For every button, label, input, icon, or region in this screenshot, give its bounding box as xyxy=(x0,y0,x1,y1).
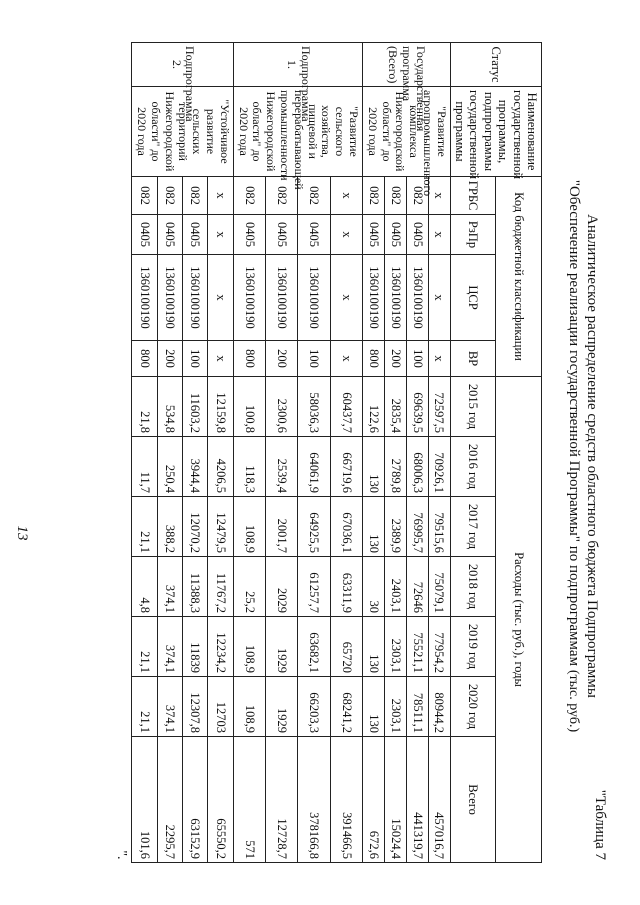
cell-y2017: 76995,7 xyxy=(406,497,428,557)
cell-csr: х xyxy=(330,255,362,341)
cell-y2018: 2403,1 xyxy=(384,557,406,617)
cell-vr: 100 xyxy=(298,341,330,377)
cell-y2020: 2303,1 xyxy=(384,677,406,737)
cell-y2020: 78511,1 xyxy=(406,677,428,737)
cell-csr: 1360100190 xyxy=(298,255,330,341)
header-vr: ВР xyxy=(450,341,496,377)
cell-y2018: 25,2 xyxy=(233,557,265,617)
header-2017: 2017 год xyxy=(450,497,496,557)
cell-y2015: 534,8 xyxy=(157,377,182,437)
cell-y2019: 65720 xyxy=(330,617,362,677)
program-status: Подпрограмма 2. xyxy=(132,43,234,87)
document-title-line1: Аналитическое распределение средств областного бюджета Подпрограммы xyxy=(584,214,600,698)
cell-csr: х xyxy=(428,255,450,341)
header-expenses: Расходы (тыс. руб.), годы xyxy=(496,377,542,863)
cell-total: 63152,9 xyxy=(183,737,208,863)
cell-y2016: 64061,9 xyxy=(298,437,330,497)
cell-total: 441319,7 xyxy=(406,737,428,863)
cell-y2016: 4206,5 xyxy=(208,437,233,497)
program-name: "Развитие агропромышленного комплекса Нижегородской области" до 2020 года xyxy=(362,87,450,177)
cell-y2018: 72646 xyxy=(406,557,428,617)
cell-rzpr: 0405 xyxy=(362,215,384,255)
cell-rzpr: х xyxy=(208,215,233,255)
cell-grbs: 082 xyxy=(233,177,265,215)
title-line2-text: "Обеспечение реализации государственной Программы" по подпрограммам xyxy=(566,179,582,667)
table-row xyxy=(330,43,362,863)
cell-y2015: 11603,2 xyxy=(183,377,208,437)
cell-y2016: 118,3 xyxy=(233,437,265,497)
cell-y2019: 108,9 xyxy=(233,617,265,677)
table-label: "Таблица 7 xyxy=(592,789,608,860)
cell-y2016: 70926,1 xyxy=(428,437,450,497)
cell-y2016: 68006,3 xyxy=(406,437,428,497)
cell-grbs: х xyxy=(428,177,450,215)
cell-rzpr: 0405 xyxy=(406,215,428,255)
cell-rzpr: 0405 xyxy=(233,215,265,255)
cell-csr: 1360100190 xyxy=(362,255,384,341)
cell-csr: 1360100190 xyxy=(233,255,265,341)
title-units: (тыс. руб.) xyxy=(566,669,581,733)
cell-y2018: 374,1 xyxy=(157,557,182,617)
cell-csr: 1360100190 xyxy=(157,255,182,341)
cell-y2015: 122,6 xyxy=(362,377,384,437)
cell-y2019: 1929 xyxy=(266,617,298,677)
cell-y2017: 64925,5 xyxy=(298,497,330,557)
cell-csr: х xyxy=(208,255,233,341)
cell-csr: 1360100190 xyxy=(384,255,406,341)
cell-y2019: 21,1 xyxy=(132,617,157,677)
cell-y2018: 4,8 xyxy=(132,557,157,617)
program-status: Государственная программа (Всего) xyxy=(362,43,450,87)
cell-y2017: 21,1 xyxy=(132,497,157,557)
cell-grbs: 082 xyxy=(157,177,182,215)
cell-y2017: 108,9 xyxy=(233,497,265,557)
cell-total: 101,6 xyxy=(132,737,157,863)
cell-y2017: 79515,6 xyxy=(428,497,450,557)
cell-y2018: 63311,9 xyxy=(330,557,362,617)
cell-total: 12728,7 xyxy=(266,737,298,863)
cell-y2015: 2835,4 xyxy=(384,377,406,437)
cell-vr: 200 xyxy=(157,341,182,377)
cell-grbs: 082 xyxy=(298,177,330,215)
cell-vr: 100 xyxy=(406,341,428,377)
cell-y2017: 130 xyxy=(362,497,384,557)
header-grbs: ГРБС xyxy=(450,177,496,215)
cell-grbs: 082 xyxy=(266,177,298,215)
header-2015: 2015 год xyxy=(450,377,496,437)
cell-grbs: х xyxy=(330,177,362,215)
cell-y2016: 66719,6 xyxy=(330,437,362,497)
cell-grbs: 082 xyxy=(406,177,428,215)
program-status: Подпрограмма 1. xyxy=(233,43,362,87)
cell-y2016: 2539,4 xyxy=(266,437,298,497)
cell-y2015: 69639,5 xyxy=(406,377,428,437)
cell-csr: 1360100190 xyxy=(406,255,428,341)
cell-y2017: 12070,2 xyxy=(183,497,208,557)
table-header xyxy=(450,43,541,863)
cell-y2020: 12307,8 xyxy=(183,677,208,737)
cell-y2015: 72597,5 xyxy=(428,377,450,437)
rotated-document-content xyxy=(22,42,612,870)
table-row xyxy=(208,43,233,863)
cell-y2019: 12234,2 xyxy=(208,617,233,677)
closing-mark: ". xyxy=(114,850,130,860)
cell-y2015: 58036,3 xyxy=(298,377,330,437)
cell-y2015: 2300,6 xyxy=(266,377,298,437)
cell-vr: 200 xyxy=(266,341,298,377)
cell-y2018: 75079,1 xyxy=(428,557,450,617)
cell-y2018: 11388,3 xyxy=(183,557,208,617)
cell-y2020: 374,1 xyxy=(157,677,182,737)
cell-total: 378166,8 xyxy=(298,737,330,863)
cell-rzpr: х xyxy=(330,215,362,255)
table-body xyxy=(111,43,450,863)
cell-y2020: 68241,2 xyxy=(330,677,362,737)
cell-y2015: 21,8 xyxy=(132,377,157,437)
cell-y2016: 3944,4 xyxy=(183,437,208,497)
cell-total: 2295,7 xyxy=(157,737,182,863)
cell-y2018: 30 xyxy=(362,557,384,617)
table-row xyxy=(428,43,450,863)
document-title-line2 xyxy=(565,42,582,870)
cell-total: 65550,2 xyxy=(208,737,233,863)
cell-vr: 800 xyxy=(132,341,157,377)
page-number: 13 xyxy=(14,525,30,541)
cell-y2020: 1929 xyxy=(266,677,298,737)
cell-y2019: 63682,1 xyxy=(298,617,330,677)
budget-table xyxy=(111,42,542,863)
cell-y2017: 2389,9 xyxy=(384,497,406,557)
cell-y2020: 66203,3 xyxy=(298,677,330,737)
cell-vr: х xyxy=(428,341,450,377)
cell-vr: х xyxy=(330,341,362,377)
cell-y2017: 12479,5 xyxy=(208,497,233,557)
cell-y2020: 12703 xyxy=(208,677,233,737)
cell-rzpr: 0405 xyxy=(157,215,182,255)
header-2020: 2020 год xyxy=(450,677,496,737)
header-csr: ЦСР xyxy=(450,255,496,341)
cell-grbs: х xyxy=(208,177,233,215)
header-2019: 2019 год xyxy=(450,617,496,677)
cell-vr: 800 xyxy=(362,341,384,377)
cell-y2018: 2029 xyxy=(266,557,298,617)
cell-y2017: 67036,1 xyxy=(330,497,362,557)
cell-y2019: 75521,1 xyxy=(406,617,428,677)
cell-rzpr: 0405 xyxy=(298,215,330,255)
cell-csr: 1360100190 xyxy=(183,255,208,341)
cell-vr: 100 xyxy=(183,341,208,377)
header-status: Статус xyxy=(450,43,541,87)
header-2016: 2016 год xyxy=(450,437,496,497)
cell-y2019: 374,1 xyxy=(157,617,182,677)
cell-y2019: 11839 xyxy=(183,617,208,677)
cell-y2020: 80944,2 xyxy=(428,677,450,737)
cell-y2016: 11,7 xyxy=(132,437,157,497)
cell-total: 457016,7 xyxy=(428,737,450,863)
cell-vr: х xyxy=(208,341,233,377)
closing-row xyxy=(111,43,132,863)
cell-rzpr: 0405 xyxy=(384,215,406,255)
cell-y2018: 11767,2 xyxy=(208,557,233,617)
cell-y2020: 21,1 xyxy=(132,677,157,737)
cell-y2016: 250,4 xyxy=(157,437,182,497)
program-name: "Устойчивое развитие сельских территорий Нижегородской области" до 2020 года xyxy=(132,87,234,177)
cell-vr: 200 xyxy=(384,341,406,377)
cell-y2015: 100,8 xyxy=(233,377,265,437)
header-classification: Код бюджетной классификации xyxy=(496,177,542,377)
header-total: Всего xyxy=(450,737,496,863)
cell-vr: 800 xyxy=(233,341,265,377)
program-name: "Развитие сельского хозяйства, пищевой и перерабатывающей промышленности Нижегородской области" до 2020 года xyxy=(233,87,362,177)
cell-y2017: 388,2 xyxy=(157,497,182,557)
cell-y2018: 61257,7 xyxy=(298,557,330,617)
header-2018: 2018 год xyxy=(450,557,496,617)
cell-grbs: 082 xyxy=(183,177,208,215)
cell-total: 571 xyxy=(233,737,265,863)
cell-grbs: 082 xyxy=(362,177,384,215)
cell-rzpr: х xyxy=(428,215,450,255)
cell-y2015: 60437,7 xyxy=(330,377,362,437)
cell-rzpr: 0405 xyxy=(266,215,298,255)
cell-total: 391466,5 xyxy=(330,737,362,863)
cell-grbs: 082 xyxy=(384,177,406,215)
cell-total: 15024,4 xyxy=(384,737,406,863)
cell-rzpr: 0405 xyxy=(132,215,157,255)
cell-y2019: 130 xyxy=(362,617,384,677)
cell-y2016: 130 xyxy=(362,437,384,497)
cell-y2020: 108,9 xyxy=(233,677,265,737)
cell-y2015: 12159,8 xyxy=(208,377,233,437)
cell-y2020: 130 xyxy=(362,677,384,737)
header-rzpr: РзПр xyxy=(450,215,496,255)
header-name: Наименование государственной программы, подпрограммы государственной программы xyxy=(450,87,541,177)
cell-csr: 1360100190 xyxy=(132,255,157,341)
cell-csr: 1360100190 xyxy=(266,255,298,341)
cell-total: 672,6 xyxy=(362,737,384,863)
cell-grbs: 082 xyxy=(132,177,157,215)
cell-rzpr: 0405 xyxy=(183,215,208,255)
cell-y2019: 77954,2 xyxy=(428,617,450,677)
cell-y2017: 2001,7 xyxy=(266,497,298,557)
cell-y2019: 2303,1 xyxy=(384,617,406,677)
cell-y2016: 2789,8 xyxy=(384,437,406,497)
